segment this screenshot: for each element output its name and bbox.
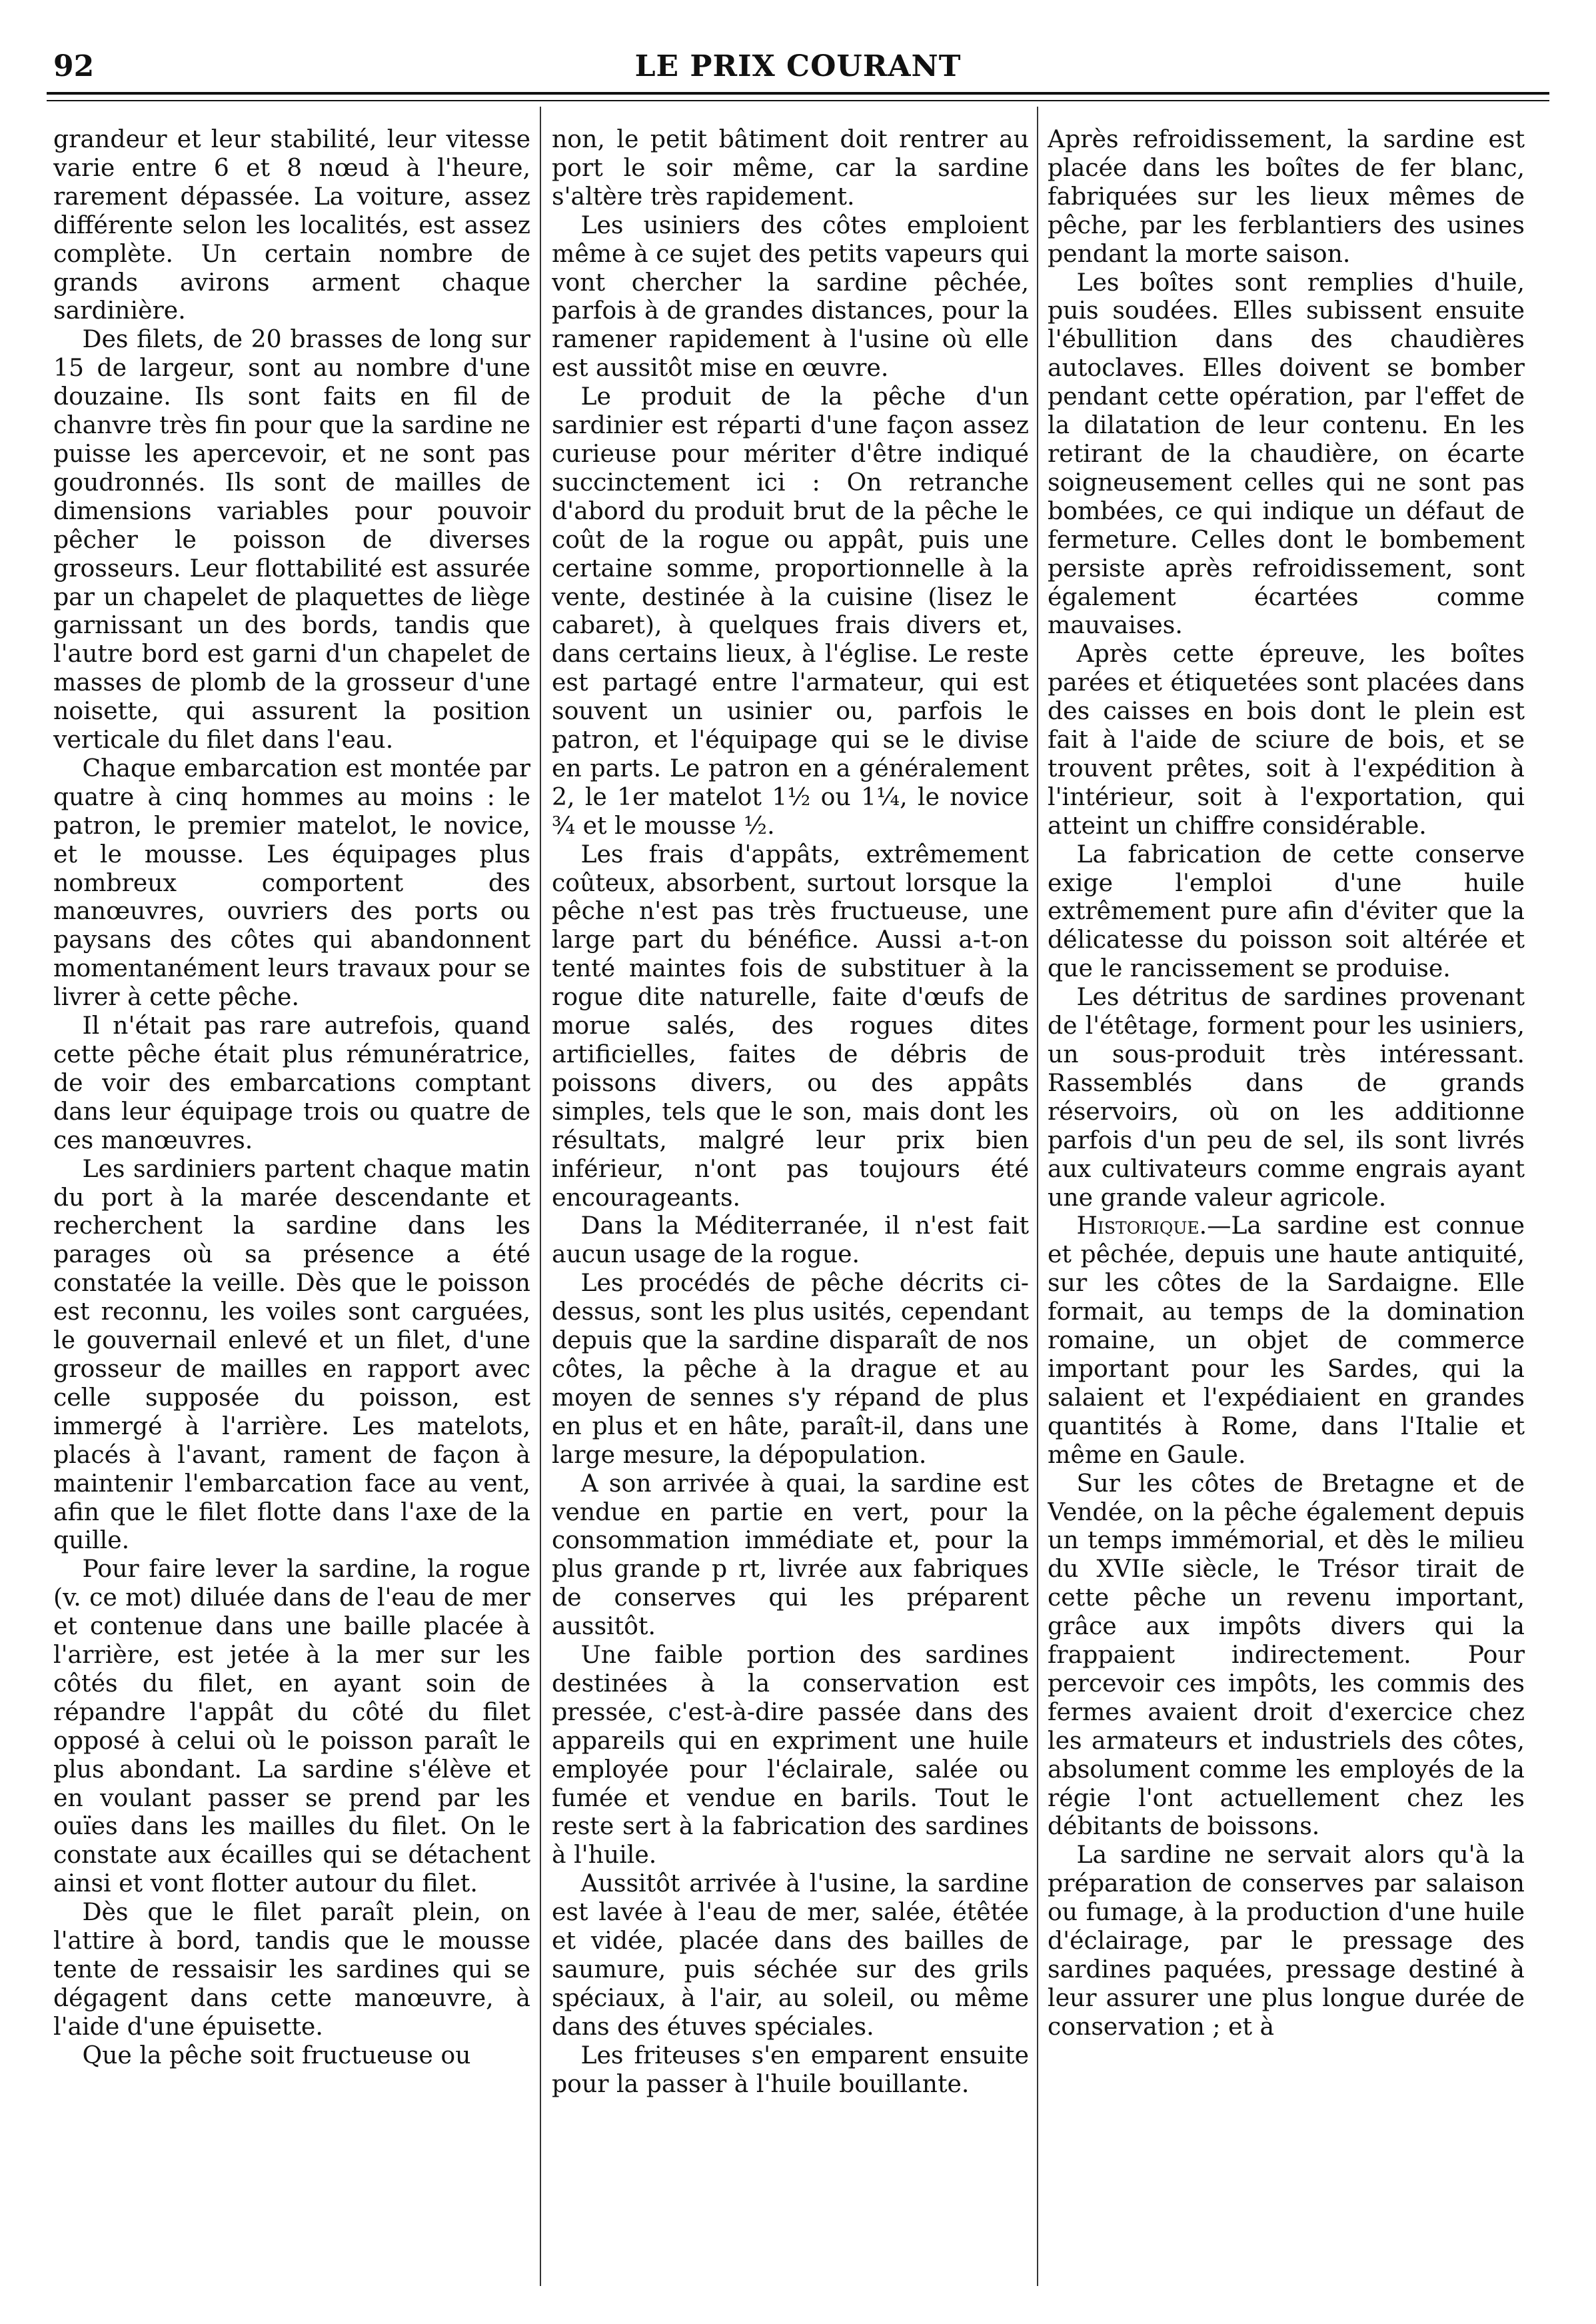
- paragraph: [552, 1470, 1029, 1641]
- paragraph-text: Dès que le filet paraît plein, on l'attire à bord, tandis que le mousse tente de ressaisir les sardines qui se dégagent dans cette manœuvre, à l'aide d'une épuisette.: [53, 1897, 530, 2041]
- paragraph: [552, 383, 1029, 840]
- paragraph: [552, 211, 1029, 383]
- text-column-3: [1048, 125, 1525, 2298]
- paragraph: [552, 1869, 1029, 2041]
- paragraph-text: Des filets, de 20 brasses de long sur 15 de largeur, sont au nombre d'une douzaine. Ils sont faits en fil de chanvre très fin pour que la sardine ne puisse les apercevoir, et ne sont pas goudronnés. Ils sont de mailles de dimensions variables pour pouvoir pêcher le poisson de diverses grosseurs. Leur flottabilité est assurée par un chapelet de plaquettes de liège garnissant un des bords, tandis que l'autre bord est garni d'un chapelet de masses de plomb de la grosseur d'une noisette, qui assurent la position verticale du filet dans l'eau.: [53, 325, 530, 754]
- paragraph-text: Après cette épreuve, les boîtes parées et étiquetées sont placées dans des caisses en bois dont le plein est fait à l'aide de sciure de bois, et se trouvent prêtes, soit à l'expédition à l'intérieur, soit à l'exportation, qui atteint un chiffre considérable.: [1048, 639, 1525, 840]
- paragraph-text: Dans la Méditerranée, il n'est fait aucun usage de la rogue.: [552, 1211, 1029, 1269]
- paragraph: [53, 1155, 530, 1556]
- paragraph: [1048, 1841, 1525, 2041]
- paragraph-text: Que la pêche soit fructueuse ou: [82, 2040, 471, 2069]
- paragraph: [552, 1212, 1029, 1269]
- paragraph: [1048, 1470, 1525, 1841]
- paragraph-text: Pour faire lever la sardine, la rogue (v. ce mot) diluée dans de l'eau de mer et contenue dans une baille placée à l'arrière, est jetée à la mer sur les côtés du filet, en ayant soin de répandre l'appât du côté du filet opposé à celui où le poisson paraît le plus abondant. La sardine s'élève et en voulant passer se prend par les ouïes dans les mailles du filet. On le constate aux écailles qui se détachent ainsi et vont flotter autour du filet.: [53, 1554, 530, 1898]
- header-rule-thin: [47, 100, 1549, 101]
- paragraph: [53, 1555, 530, 1898]
- journal-title: LE PRIX COURANT: [634, 49, 962, 83]
- column-divider: [540, 107, 541, 2286]
- paragraph: [53, 2041, 530, 2070]
- header-rule-thick: [47, 92, 1549, 95]
- paragraph: [1048, 269, 1525, 640]
- paragraph: [552, 840, 1029, 1212]
- paragraph: [552, 1269, 1029, 1469]
- paragraph: [552, 1641, 1029, 1869]
- column-divider: [1037, 107, 1038, 2286]
- paragraph: [53, 125, 530, 325]
- paragraph-text: grandeur et leur stabilité, leur vitesse varie entre 6 et 8 nœud à l'heure, rarement dépassée. La voiture, assez différente selon les localités, est assez complète. Un certain nombre de grands avirons arment chaque sardinière.: [53, 125, 530, 325]
- text-column-1: [53, 125, 530, 2298]
- paragraph-text: Il n'était pas rare autrefois, quand cette pêche était plus rémunératrice, de voir des embarcations comptant dans leur équipage trois ou quatre de ces manœuvres.: [53, 1011, 530, 1154]
- paragraph-text: Après refroidissement, la sardine est placée dans les boîtes de fer blanc, fabriquées sur les lieux mêmes de pêche, par les ferblantiers des usines pendant la morte saison.: [1048, 125, 1525, 268]
- paragraph-text: —La sardine est connue et pêchée, depuis une haute antiquité, sur les côtes de la Sardaigne. Elle formait, au temps de la domination romaine, un objet de commerce important pour les Sardes, qui la salaient et l'expédiaient en grandes quantités à Rome, dans l'Italie et même en Gaule.: [1048, 1211, 1525, 1469]
- paragraph-text: Sur les côtes de Bretagne et de Vendée, on la pêche également depuis un temps immémorial, et dès le milieu du XVIIe siècle, le Trésor tirait de cette pêche un revenu important, grâce aux impôts divers qui la frappaient indirectement. Pour percevoir ces impôts, les commis des fermes avaient droit d'exercice chez les armateurs et industriels des côtes, absolument comme les employés de la régie l'ont actuellement chez les débitants de boissons.: [1048, 1468, 1525, 1841]
- paragraph: [1048, 840, 1525, 984]
- paragraph: [1048, 983, 1525, 1212]
- text-column-2: [552, 125, 1029, 2298]
- paragraph-text: Les friteuses s'en emparent ensuite pour la passer à l'huile bouillante.: [552, 2040, 1029, 2098]
- paragraph-text: Le produit de la pêche d'un sardinier est réparti d'une façon assez curieuse pour mériter d'être indiqué succinctement ici : On retranche d'abord du produit brut de la pêche le coût de la rogue ou appât, puis une certaine somme, proportionnelle à la vente, destinée à la cuisine (lisez le cabaret), à quelques frais divers et, dans certains lieux, à l'église. Le reste est partagé entre l'armateur, qui est souvent un usinier ou, parfois le patron, et l'équipage qui se le divise en parts. Le patron en a généralement 2, le 1er matelot 1½ ou 1¼, le novice ¾ et le mousse ½.: [552, 382, 1029, 840]
- paragraph: [552, 2041, 1029, 2099]
- paragraph: [552, 125, 1029, 211]
- paragraph-text: Les frais d'appâts, extrêmement coûteux, absorbent, surtout lorsque la pêche n'est pas très fructueuse, une large part du bénéfice. Aussi a-t-on tenté maintes fois de substituer à la rogue dite naturelle, faite d'œufs de morue salés, des rogues dites artificielles, faites de débris de poissons divers, ou des appâts simples, tels que le son, mais dont les résultats, malgré leur prix bien inférieur, n'ont pas toujours été encourageants.: [552, 839, 1029, 1212]
- paragraph-text: Les détritus de sardines provenant de l'étêtage, forment pour les usiniers, un sous-produit très intéressant. Rassemblés dans de grands réservoirs, où on les additionne parfois d'un peu de sel, ils sont livrés aux cultivateurs comme engrais ayant une grande valeur agricole.: [1048, 982, 1525, 1212]
- paragraph: [1048, 640, 1525, 840]
- paragraph-text: Les procédés de pêche décrits ci-dessus, sont les plus usités, cependant depuis que la sardine disparaît de nos côtes, la pêche à la drague et au moyen de sennes s'y répand de plus en plus et en hâte, paraît-il, dans une large mesure, la dépopulation.: [552, 1268, 1029, 1469]
- section-heading: Historique.: [1076, 1211, 1207, 1240]
- paragraph-text: Les boîtes sont remplies d'huile, puis soudées. Elles subissent ensuite l'ébullition dans des chaudières autoclaves. Elles doivent se bomber pendant cette opération, par l'effet de la dilatation de leur contenu. En les retirant de la chaudière, on écarte soigneusement celles qui ne sont pas bombées, ce qui indique un défaut de fermeture. Celles dont le bombement persiste après refroidissement, sont également écartées comme mauvaises.: [1048, 267, 1525, 640]
- paragraph: [53, 754, 530, 1012]
- paragraph: [53, 325, 530, 754]
- paragraph-text: Les usiniers des côtes emploient même à ce sujet des petits vapeurs qui vont chercher la sardine pêchée, parfois à de grandes distances, pour la ramener rapidement à l'usine où elle est aussitôt mise en œuvre.: [552, 210, 1029, 383]
- paragraph-text: A son arrivée à quai, la sardine est vendue en partie en vert, pour la consommation immédiate et, pour la plus grande p rt, livrée aux fabriques de conserves qui les préparent aussitôt.: [552, 1468, 1029, 1641]
- paragraph-text: Une faible portion des sardines destinées à la conservation est pressée, c'est-à-dire passée dans des appareils qui en expriment une huile employée pour l'éclairale, salée ou fumée et vendue en barils. Tout le reste sert à la fabrication des sardines à l'huile.: [552, 1640, 1029, 1869]
- paragraph: [53, 1898, 530, 2041]
- paragraph: [53, 1012, 530, 1155]
- paragraph: [1048, 125, 1525, 269]
- paragraph-text: Chaque embarcation est montée par quatre à cinq hommes au moins : le patron, le premier matelot, le novice, et le mousse. Les équipages plus nombreux comportent des manœuvres, ouvriers des ports ou paysans des côtes qui abandonnent momentanément leurs travaux pour se livrer à cette pêche.: [53, 753, 530, 1012]
- page-header: [47, 44, 1549, 84]
- paragraph-text: La sardine ne servait alors qu'à la préparation de conserves par salaison ou fumage, à la production d'une huile d'éclairage, par le pressage des sardines paquées, pressage destiné à leur assurer une plus longue durée de conservation ; et à: [1048, 1840, 1525, 2041]
- paragraph-text: La fabrication de cette conserve exige l'emploi d'une huile extrêmement pure afin d'éviter que la délicatesse du poisson soit altérée et que le rancissement se produise.: [1048, 839, 1525, 983]
- paragraph-text: Les sardiniers partent chaque matin du port à la marée descendante et recherchent la sardine dans les parages où sa présence a été constatée la veille. Dès que le poisson est reconnu, les voiles sont carguées, le gouvernail enlevé et un filet, d'une grosseur de mailles en rapport avec celle supposée du poisson, est immergé à l'arrière. Les matelots, placés à l'avant, rament de façon à maintenir l'embarcation face au vent, afin que le filet flotte dans l'axe de la quille.: [53, 1154, 530, 1555]
- page-number: 92: [53, 49, 95, 83]
- paragraph-text: non, le petit bâtiment doit rentrer au port le soir même, car la sardine s'altère très rapidement.: [552, 125, 1029, 211]
- paragraph-text: Aussitôt arrivée à l'usine, la sardine est lavée à l'eau de mer, salée, étêtée et vidée, placée dans des bailles de saumure, puis séchée sur des grils spéciaux, à l'air, au soleil, ou même dans des étuves spéciales.: [552, 1869, 1029, 2041]
- paragraph: [1048, 1212, 1525, 1469]
